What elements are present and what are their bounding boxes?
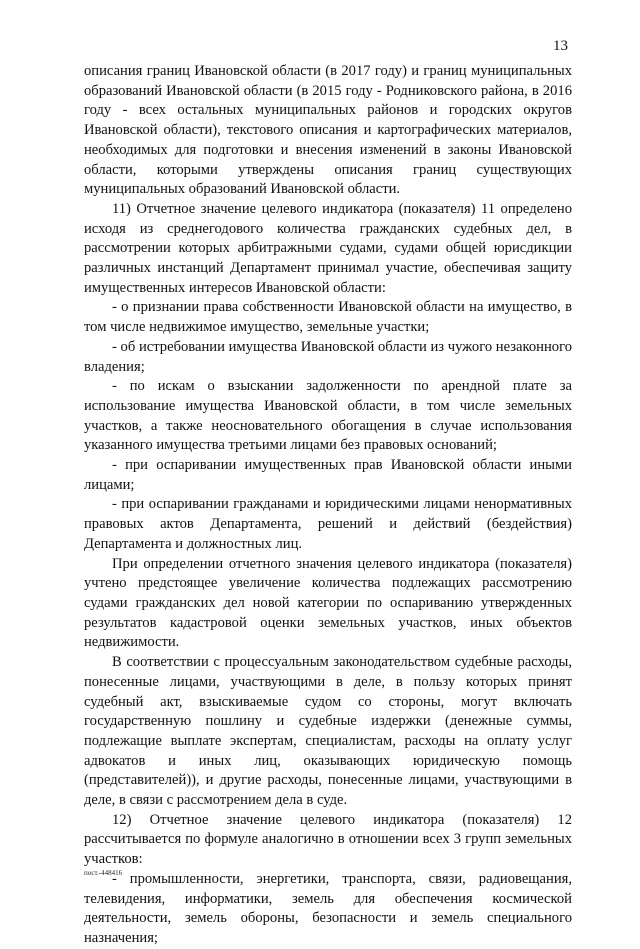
list-item-rent-debt-claims: - по искам о взыскании задолженности по арендной плате за использование имущества Ивановской области, в том числе земельных участков, а также неосновательного обогащения в случае использования указанного имущества третьими лицами без правовых оснований; (84, 378, 572, 454)
list-item-acts-dispute: - при оспаривании гражданами и юридическими лицами ненормативных правовых актов Департамента, решений и действий (бездействия) Департамента и должностных лиц. (84, 496, 572, 552)
footer-document-code: пост.-448416 (84, 869, 123, 877)
paragraph-boundaries-continuation: описания границ Ивановской области (в 2017 году) и границ муниципальных образований Ивановской области (в 2015 году - Родниковского района, в 2016 году - всех остальных муниципальных районов и городских округов Ивановской области), текстового описания и картографических материалов, необходимых для подготовки и внесения изменений в законы Ивановской области, которыми утверждены описания границ существующих муниципальных образований Ивановской области. (84, 63, 572, 198)
list-item-industry-lands: - промышленности, энергетики, транспорта, связи, радиовещания, телевидения, информатики, земель для обеспечения космической деятельности, земель обороны, безопасности и земель специального назначения; (84, 870, 572, 946)
page-number: 13 (553, 38, 568, 54)
list-item-ownership-recognition: - о признании права собственности Ивановской области на имущество, в том числе недвижимое имущество, земельные участки; (84, 299, 572, 336)
list-item-property-reclaim: - об истребовании имущества Ивановской области из чужого незаконного владения; (84, 338, 572, 375)
list-item-property-rights-dispute: - при оспаривании имущественных прав Ивановской области иными лицами; (84, 457, 572, 493)
paragraph-court-expenses: В соответствии с процессуальным законодательством судебные расходы, понесенные лицами, участвующими в деле, в пользу которых принят судебный акт, взыскиваемые судом со стороны, могут включать государственную пошлину и судебные издержки (денежные суммы, подлежащие выплате экспертам, специалистам, расходы на оплату услуг адвокатов и иных лиц, оказывающих юридическую помощь (представителей)), и другие расходы, понесенные лицами, участвующими в деле, в связи с рассмотрением дела в суде. (84, 654, 572, 809)
paragraph-cadastral-valuation: При определении отчетного значения целевого индикатора (показателя) учтено предстоящее увеличение количества подлежащих рассмотрению судами гражданских дел новой категории по оспариванию утвержденных результатов кадастровой оценки земельных участков, иных объектов недвижимости. (84, 555, 572, 651)
paragraph-indicator-12: 12) Отчетное значение целевого индикатора (показателя) 12 рассчитывается по формуле аналогично в отношении всех 3 групп земельных участков: (84, 811, 572, 868)
paragraph-indicator-11: 11) Отчетное значение целевого индикатора (показателя) 11 определено исходя из среднегодового количества гражданских судебных дел, в рассмотрении которых арбитражными судами, судами общей юрисдикции различных инстанций Департамент принимал участие, обеспечивая защиту имущественных интересов Ивановской области: (84, 200, 572, 296)
document-body (84, 62, 572, 949)
